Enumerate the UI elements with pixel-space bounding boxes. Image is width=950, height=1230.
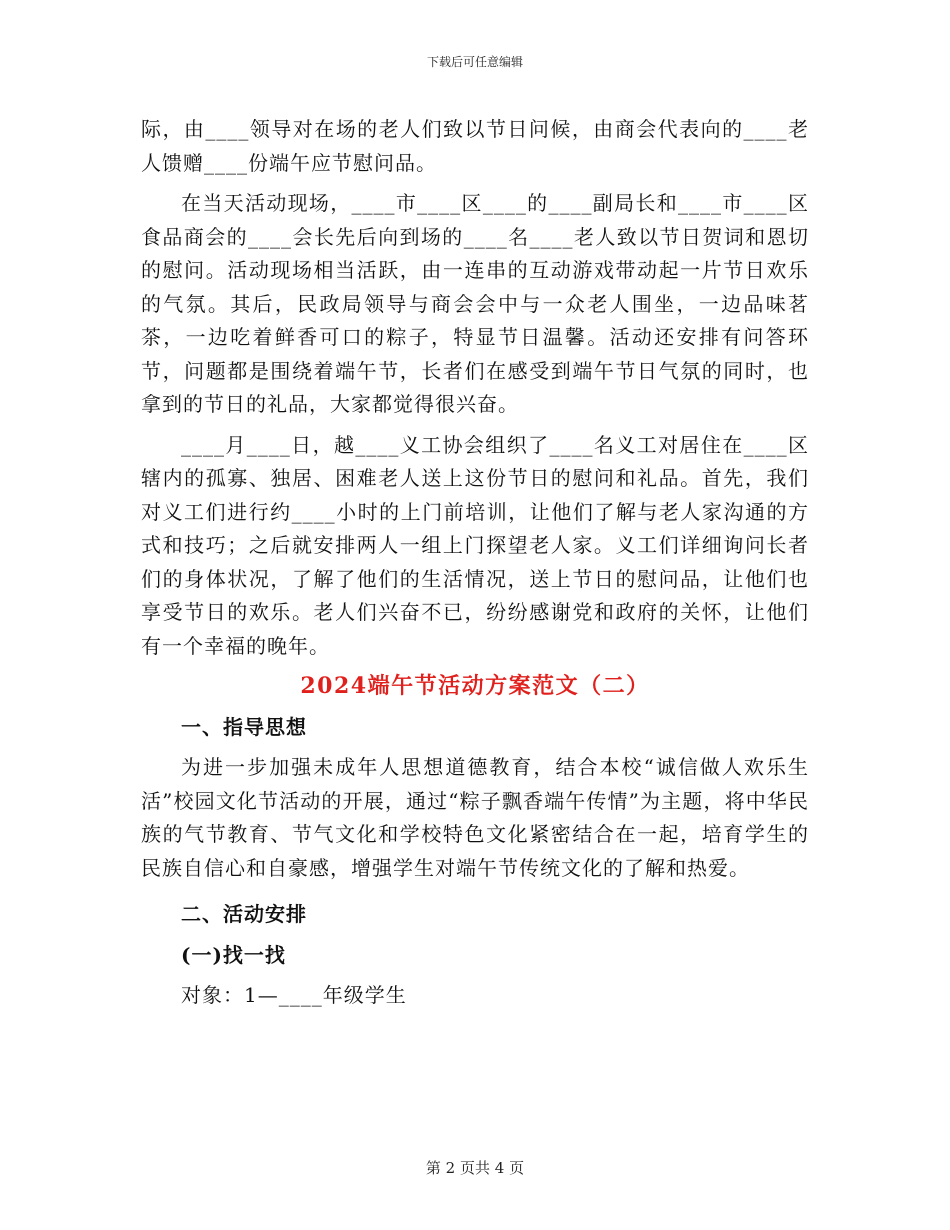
heading-find: (一)找一找 bbox=[181, 942, 286, 967]
section-title: 2024端午节活动方案范文（二） bbox=[300, 673, 650, 699]
paragraph-guiding-thought: 为进一步加强未成年人思想道德教育，结合本校“诚信做人欢乐生活”校园文化节活动的开展，通过“粽子飘香端午传情”为主题，将中华民族的气节教育、节气文化和学校特色文化紧密结合在一起，培育学生的民族自信心和自豪感，增强学生对端午节传统文化的了解和热爱。 bbox=[141, 755, 809, 880]
paragraph-activity-site: 在当天活动现场，____市____区____的____副局长和____市____区食品商会的____会长先后向到场的____名____老人致以节日贺词和恩切的慰问。活动现场相当活跃，由一连串的互动游戏带动起一片节日欢乐的气氛。其后，民政局领导与商会会中与一众老人围坐，一边品味茗茶，一边吃着鲜香可口的粽子，特显节日温馨。活动还安排有问答环节，问题都是围绕着端午节，长者们在感受到端午节日气氛的同时，也拿到的节日的礼品，大家都觉得很兴奋。 bbox=[141, 191, 809, 416]
page-header: 下载后可任意编辑 bbox=[426, 55, 523, 69]
heading-guiding-thought: 一、指导思想 bbox=[181, 714, 307, 739]
paragraph-continuation: 际，由____领导对在场的老人们致以节日问候，由商会代表向的____老人馈赠____份端午应节慰问品。 bbox=[141, 117, 809, 175]
heading-activity-arrangement: 二、活动安排 bbox=[181, 902, 307, 926]
paragraph-target: 对象：1—____年级学生 bbox=[181, 983, 407, 1007]
document-body bbox=[141, 113, 809, 1020]
paragraph-volunteers: ____月____日，越____义工协会组织了____名义工对居住在____区辖内的孤寡、独居、困难老人送上这份节日的慰问和礼品。首先，我们对义工们进行约____小时的上门前培训，让他们了解与老人家沟通的方式和技巧；之后就安排两人一组上门探望老人家。义工们详细询问长者们的身体状况，了解了他们的生活情况，送上节日的慰问品，让他们也享受节日的欢乐。老人们兴奋不已，纷纷感谢党和政府的关怀，让他们有一个幸福的晚年。 bbox=[141, 432, 809, 658]
page-footer: 第 2 页共 4 页 bbox=[425, 1159, 525, 1177]
